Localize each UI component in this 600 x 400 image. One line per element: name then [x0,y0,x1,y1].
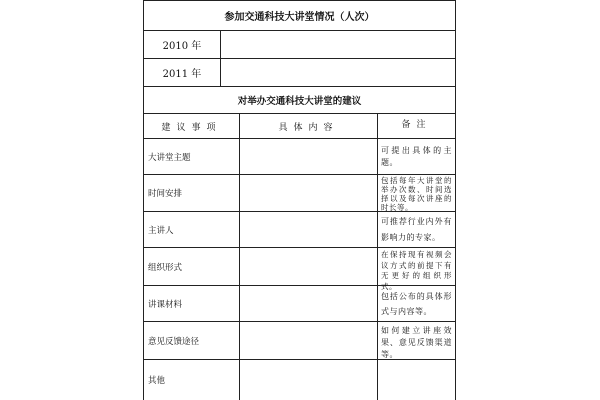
year-label-2011: 2011 年 [144,59,221,86]
content-schedule[interactable] [240,175,378,211]
note-materials: 包括公布的具体形式与内容等。 [381,291,452,316]
content-other[interactable] [240,360,378,400]
section-title: 对举办交通科技大讲堂的建议 [237,96,362,107]
item-materials: 讲课材料 [144,286,240,321]
table-row-schedule [144,175,455,212]
table-row-format [144,248,455,291]
header-item: 建议事项 [144,114,240,138]
item-topic: 大讲堂主题 [144,139,240,174]
year-value-2011[interactable] [221,59,455,86]
content-materials[interactable] [240,286,378,321]
content-feedback[interactable] [240,322,378,359]
table-row-feedback [144,322,455,360]
header-content: 具体内容 [240,114,378,138]
content-topic[interactable] [240,139,378,174]
survey-form [143,0,456,400]
content-format[interactable] [240,248,378,285]
note-feedback: 如何建立讲座效果、意见反馈渠道等。 [381,326,452,359]
title-row [144,0,455,31]
year-row-2011 [144,59,455,87]
year-label-2010: 2010 年 [144,31,221,58]
header-note: 备注 [401,120,432,131]
form-title: 参加交通科技大讲堂情况（人次） [224,12,375,23]
note-topic: 可提出具体的主题。 [381,146,452,167]
table-row-materials [144,286,455,322]
table-row-speaker [144,212,455,248]
content-speaker[interactable] [240,212,378,247]
item-other: 其他 [144,360,240,400]
note-format: 在保持现有视频会议方式的前提下有无更好的组织形式。 [381,250,452,291]
table-row-other [144,360,455,400]
section-title-row [144,87,455,114]
year-value-2010[interactable] [221,31,455,58]
note-schedule: 包括每年大讲堂的举办次数、时间选择以及每次讲座的时长等。 [381,176,452,212]
item-speaker: 主讲人 [144,212,240,247]
note-other [378,360,455,400]
table-row-topic [144,139,455,175]
item-schedule: 时间安排 [144,175,240,211]
item-feedback: 意见反馈途径 [144,322,240,359]
note-speaker: 可推荐行业内外有影响力的专家。 [381,216,452,242]
item-format: 组织形式 [144,248,240,285]
year-row-2010 [144,31,455,59]
header-row [144,114,455,139]
